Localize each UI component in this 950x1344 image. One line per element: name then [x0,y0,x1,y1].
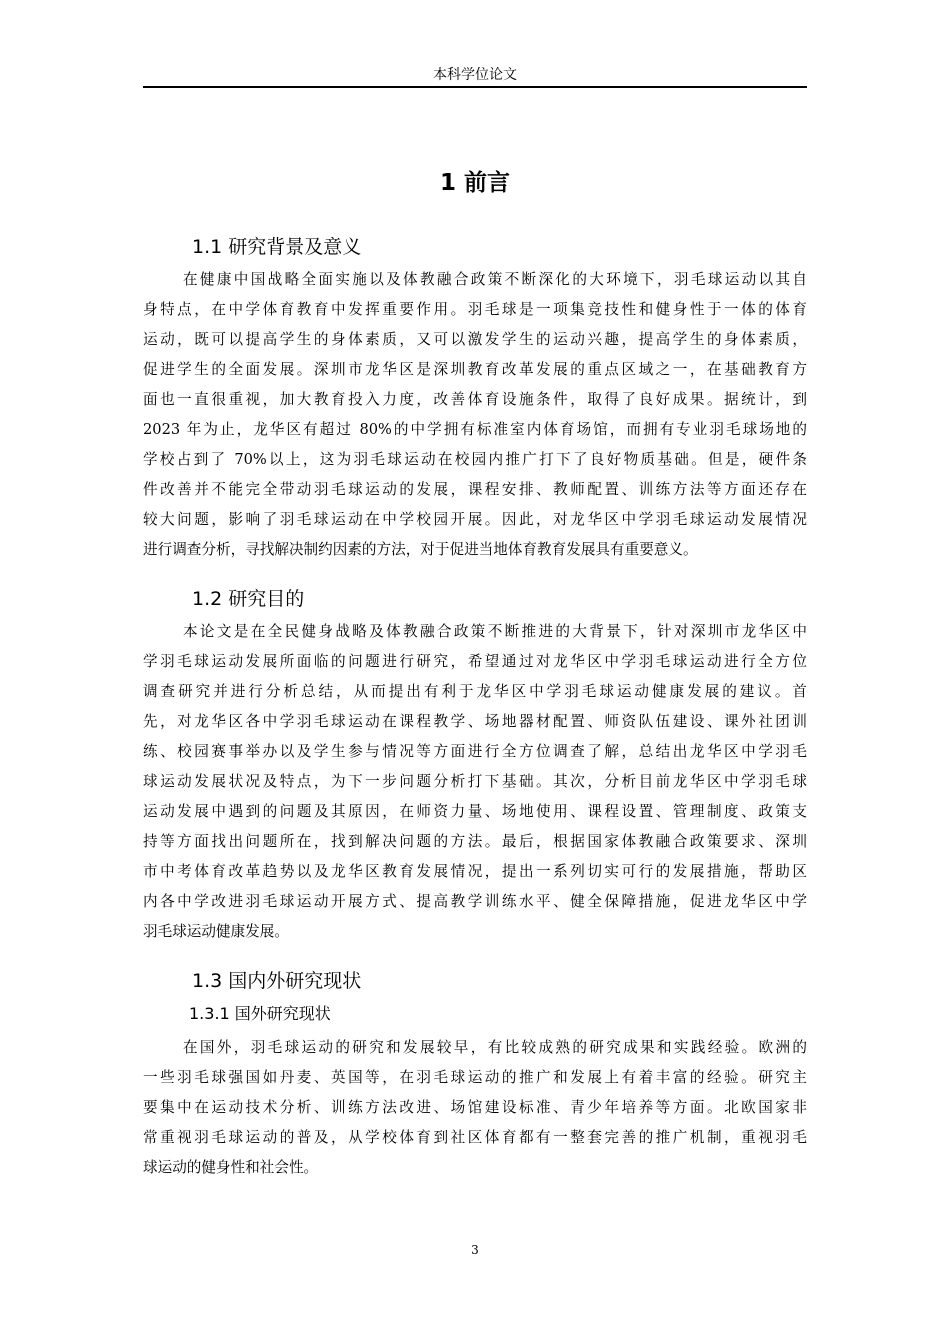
paragraph-line: 身特点，在中学体育教育中发挥重要作用。羽毛球是一项集竞技性和健身性于一体的体育 [143,301,807,318]
paragraph-line: 面也一直很重视，加大教育投入力度，改善体育设施条件，取得了良好成果。据统计，到 [143,391,807,408]
paragraph-background [143,265,807,565]
paragraph-foreign-research [143,1033,807,1183]
paragraph-line: 运动，既可以提高学生的身体素质，又可以激发学生的运动兴趣，提高学生的身体素质， [143,331,807,348]
paragraph-line: 先，对龙华区各中学羽毛球运动在课程教学、场地器材配置、师资队伍建设、课外社团训 [143,713,807,730]
page-number: 3 [471,1243,479,1257]
paragraph-line: 要集中在运动技术分析、训练方法改进、场馆建设标准、青少年培养等方面。北欧国家非 [143,1099,807,1116]
paragraph-line: 在国外，羽毛球运动的研究和发展较早，有比较成熟的研究成果和实践经验。欧洲的 [183,1039,807,1056]
paragraph-line: 球运动发展状况及特点，为下一步问题分析打下基础。其次，分析目前龙华区中学羽毛球 [143,773,807,790]
section-heading-1-1: 1.1 研究背景及意义 [192,236,362,258]
paragraph-line: 常重视羽毛球运动的普及，从学校体育到社区体育都有一整套完善的推广机制，重视羽毛 [143,1129,807,1146]
header-divider [143,86,807,88]
paragraph-line: 内各中学改进羽毛球运动开展方式、提高教学训练水平、健全保障措施，促进龙华区中学 [143,893,807,910]
paragraph-line: 本论文是在全民健身战略及体教融合政策不断推进的大背景下，针对深圳市龙华区中 [183,623,807,640]
paragraph-line: 促进学生的全面发展。深圳市龙华区是深圳教育改革发展的重点区域之一，在基础教育方 [143,361,807,378]
paragraph-line: 2023 年为止，龙华区有超过 80%的中学拥有标准室内体育场馆，而拥有专业羽毛球场地的 [143,421,807,438]
chapter-title: 1 前言 [439,170,510,196]
paragraph-line: 市中考体育改革趋势以及龙华区教育发展情况，提出一系列切实可行的发展措施，帮助区 [143,863,807,880]
paragraph-line: 进行调查分析，寻找解决制约因素的方法，对于促进当地体育教育发展具有重要意义。 [143,541,698,558]
paragraph-line: 持等方面找出问题所在，找到解决问题的方法。最后，根据国家体教融合政策要求、深圳 [143,833,807,850]
paragraph-line: 练、校园赛事举办以及学生参与情况等方面进行全方位调查了解，总结出龙华区中学羽毛 [143,743,807,760]
paragraph-line: 运动发展中遇到的问题及其原因，在师资力量、场地使用、课程设置、管理制度、政策支 [143,803,807,820]
paragraph-line: 调查研究并进行分析总结，从而提出有利于龙华区中学羽毛球运动健康发展的建议。首 [143,683,807,700]
paragraph-line: 球运动的健身性和社会性。 [143,1159,319,1176]
section-heading-1-3: 1.3 国内外研究现状 [192,970,362,992]
paragraph-line: 羽毛球运动健康发展。 [143,923,289,940]
paragraph-line: 学羽毛球运动发展所面临的问题进行研究，希望通过对龙华区中学羽毛球运动进行全方位 [143,653,807,670]
paragraph-purpose [143,617,807,947]
paragraph-line: 一些羽毛球强国如丹麦、英国等，在羽毛球运动的推广和发展上有着丰富的经验。研究主 [143,1069,807,1086]
paragraph-line: 件改善并不能完全带动羽毛球运动的发展，课程安排、教师配置、训练方法等方面还存在 [143,481,807,498]
paragraph-line: 较大问题，影响了羽毛球运动在中学校园开展。因此，对龙华区中学羽毛球运动发展情况 [143,511,807,528]
paragraph-line: 学校占到了 70%以上，这为羽毛球运动在校园内推广打下了良好物质基础。但是，硬件条 [143,451,807,468]
subsection-heading-1-3-1: 1.3.1 国外研究现状 [189,1004,331,1023]
section-heading-1-2: 1.2 研究目的 [192,588,305,610]
header-title: 本科学位论文 [433,67,517,83]
paragraph-line: 在健康中国战略全面实施以及体教融合政策不断深化的大环境下，羽毛球运动以其自 [183,271,807,288]
